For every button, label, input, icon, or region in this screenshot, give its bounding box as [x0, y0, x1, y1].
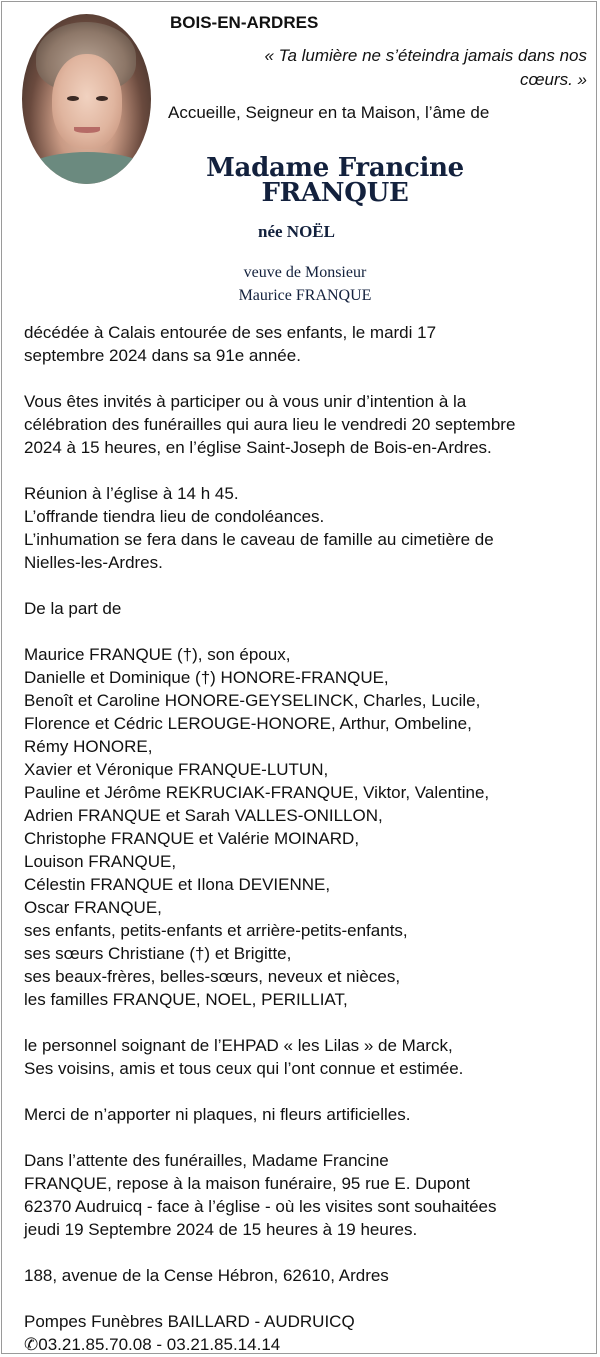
paragraph-gap	[24, 1241, 590, 1264]
maiden-name: née NOËL	[258, 222, 335, 241]
body-line: Adrien FRANQUE et Sarah VALLES-ONILLON,	[24, 806, 383, 825]
body-line: 2024 à 15 heures, en l’église Saint-Joseph de Bois-en-Ardres.	[24, 438, 492, 457]
portrait-eye-left	[67, 96, 79, 101]
body-line: Maurice FRANQUE (†), son époux,	[24, 645, 291, 664]
body-line: décédée à Calais entourée de ses enfants, le mardi 17	[24, 323, 437, 342]
portrait-face	[52, 54, 122, 149]
body-line: Pompes Funèbres BAILLARD - AUDRUICQ	[24, 1312, 355, 1331]
paragraph-gap	[24, 620, 590, 643]
body-line: le personnel soignant de l’EHPAD « les Lilas » de Marck,	[24, 1036, 453, 1055]
epitaph-quote	[187, 44, 587, 92]
body-line: ses enfants, petits-enfants et arrière-petits-enfants,	[24, 921, 408, 940]
body-line: L’inhumation se fera dans le caveau de famille au cimetière de	[24, 530, 494, 549]
body-line: De la part de	[24, 599, 122, 618]
body-line: Oscar FRANQUE,	[24, 898, 162, 917]
portrait-eye-right	[96, 96, 108, 101]
body-line: Ses voisins, amis et tous ceux qui l’ont connue et estimée.	[24, 1059, 464, 1078]
body-line: Dans l’attente des funérailles, Madame Francine	[24, 1151, 389, 1170]
body-line: Louison FRANQUE,	[24, 852, 177, 871]
body-line: ✆03.21.85.70.08 - 03.21.85.14.14	[24, 1335, 281, 1354]
body-line: Célestin FRANQUE et Ilona DEVIENNE,	[24, 875, 331, 894]
paragraph-gap	[24, 1080, 590, 1103]
town-heading: BOIS-EN-ARDRES	[170, 13, 319, 32]
paragraph-gap	[24, 1287, 590, 1310]
portrait-shoulders	[22, 152, 151, 184]
body-line: jeudi 19 Septembre 2024 de 15 heures à 19 heures.	[24, 1220, 418, 1239]
deceased-name-last: FRANQUE	[261, 178, 409, 208]
body-line: Xavier et Véronique FRANQUE-LUTUN,	[24, 760, 329, 779]
body-line: 62370 Audruicq - face à l’église - où les visites sont souhaitées	[24, 1197, 497, 1216]
paragraph-gap	[24, 1126, 590, 1149]
body-line: Rémy HONORE,	[24, 737, 153, 756]
body-line: ses sœurs Christiane (†) et Brigitte,	[24, 944, 292, 963]
body-line: les familles FRANQUE, NOEL, PERILLIAT,	[24, 990, 348, 1009]
paragraph-gap	[24, 574, 590, 597]
paragraph-gap	[24, 459, 590, 482]
body-line: L’offrande tiendra lieu de condoléances.	[24, 507, 325, 526]
body-line: Christophe FRANQUE et Valérie MOINARD,	[24, 829, 360, 848]
widow-line-1: veuve de Monsieur	[243, 264, 367, 281]
paragraph-gap	[24, 367, 590, 390]
portrait-photo	[22, 14, 151, 184]
body-line: Danielle et Dominique (†) HONORE-FRANQUE,	[24, 668, 389, 687]
body-line: Benoît et Caroline HONORE-GEYSELINCK, Charles, Lucile,	[24, 691, 481, 710]
notice-body	[24, 321, 590, 1356]
body-line: célébration des funérailles qui aura lieu le vendredi 20 septembre	[24, 415, 516, 434]
body-line: ses beaux-frères, belles-sœurs, neveux et nièces,	[24, 967, 401, 986]
widow-line-2: Maurice FRANQUE	[238, 287, 372, 304]
paragraph-gap	[24, 1011, 590, 1034]
body-line: Pauline et Jérôme REKRUCIAK-FRANQUE, Viktor, Valentine,	[24, 783, 490, 802]
body-line: Vous êtes invités à participer ou à vous unir d’intention à la	[24, 392, 467, 411]
body-line: Nielles-les-Ardres.	[24, 553, 163, 572]
portrait-mouth	[74, 127, 100, 133]
body-line: septembre 2024 dans sa 91e année.	[24, 346, 301, 365]
epitaph-line-1: « Ta lumière ne s’éteindra jamais dans nos	[264, 46, 587, 65]
body-line: Florence et Cédric LEROUGE-HONORE, Arthur, Ombeline,	[24, 714, 472, 733]
epitaph-line-2: cœurs. »	[519, 70, 587, 89]
body-line: Réunion à l’église à 14 h 45.	[24, 484, 239, 503]
body-line: Merci de n’apporter ni plaques, ni fleurs artificielles.	[24, 1105, 411, 1124]
welcome-line: Accueille, Seigneur en ta Maison, l’âme de	[168, 103, 490, 122]
body-line: 188, avenue de la Cense Hébron, 62610, Ardres	[24, 1266, 389, 1285]
deceased-name-first: Madame Francine	[206, 153, 464, 183]
body-line: FRANQUE, repose à la maison funéraire, 95 rue E. Dupont	[24, 1174, 470, 1193]
